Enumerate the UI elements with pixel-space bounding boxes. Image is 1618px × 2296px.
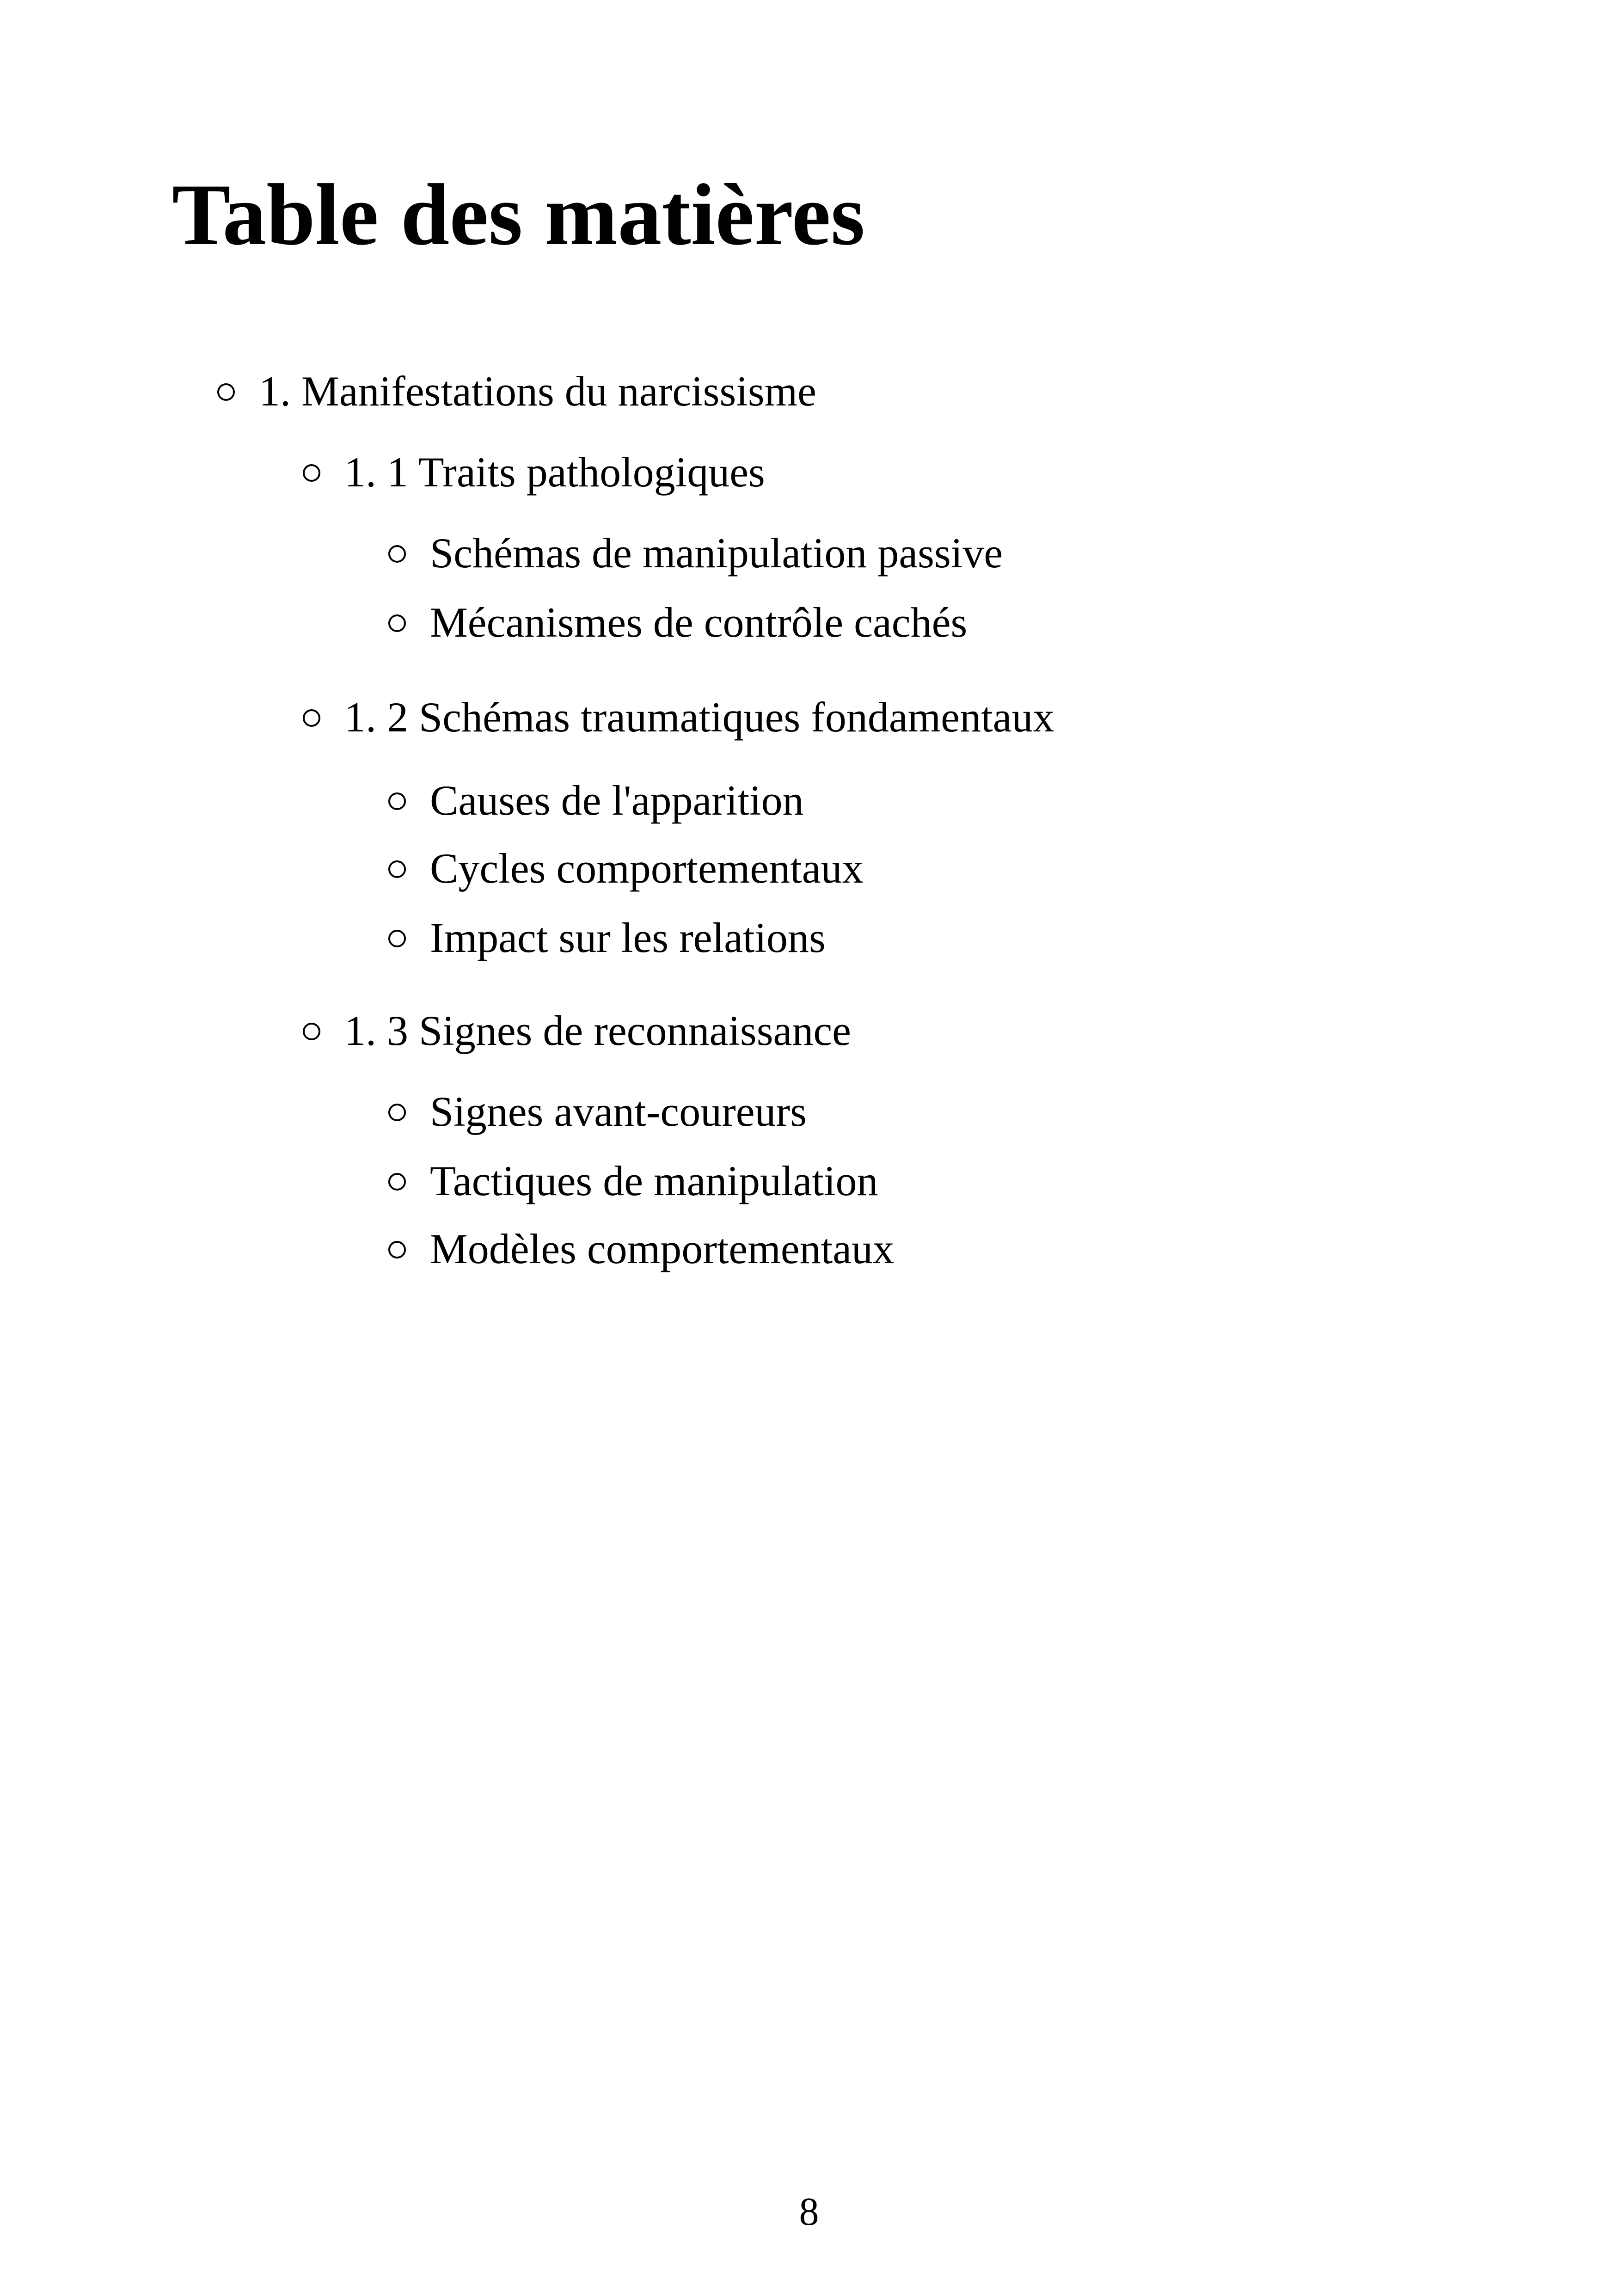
- page-title: Table des matières: [172, 166, 865, 264]
- toc-entry-label: 1. 3 Signes de reconnaissance: [344, 1007, 852, 1054]
- toc-entry-section-1-1[interactable]: [303, 448, 765, 496]
- toc-entry-item[interactable]: [388, 916, 826, 959]
- circle-bullet-icon: [388, 792, 406, 810]
- toc-entry-item[interactable]: [388, 601, 967, 644]
- circle-bullet-icon: [303, 464, 320, 482]
- circle-bullet-icon: [388, 860, 406, 878]
- circle-bullet-icon: [388, 1104, 406, 1121]
- toc-entry-label: Causes de l'apparition: [430, 777, 804, 824]
- page-number: 8: [799, 2189, 819, 2234]
- circle-bullet-icon: [388, 614, 406, 632]
- circle-bullet-icon: [217, 383, 235, 401]
- toc-entry-item[interactable]: [388, 779, 804, 822]
- toc-entry-label: Cycles comportementaux: [430, 845, 864, 892]
- toc-entry-label: Schémas de manipulation passive: [430, 529, 1003, 577]
- circle-bullet-icon: [303, 1023, 320, 1040]
- circle-bullet-icon: [303, 709, 320, 727]
- toc-entry-section-1[interactable]: [217, 368, 817, 415]
- toc-entry-label: Impact sur les relations: [430, 914, 826, 961]
- circle-bullet-icon: [388, 545, 406, 563]
- circle-bullet-icon: [388, 1173, 406, 1191]
- toc-entry-label: 1. 2 Schémas traumatiques fondamentaux: [344, 694, 1054, 741]
- toc-entry-item[interactable]: [388, 1225, 895, 1272]
- toc-entry-section-1-3[interactable]: [303, 1009, 851, 1052]
- toc-entry-label: Signes avant-coureurs: [430, 1088, 807, 1135]
- toc-entry-label: Tactiques de manipulation: [430, 1157, 878, 1204]
- toc-entry-item[interactable]: [388, 1157, 878, 1204]
- toc-entry-item[interactable]: [388, 529, 1003, 577]
- toc-entry-label: Modèles comportementaux: [430, 1225, 895, 1272]
- circle-bullet-icon: [388, 930, 406, 947]
- toc-entry-label: 1. 1 Traits pathologiques: [344, 448, 765, 496]
- toc-entry-item[interactable]: [388, 1090, 807, 1133]
- toc-entry-item[interactable]: [388, 847, 864, 890]
- toc-entry-label: Mécanismes de contrôle cachés: [430, 599, 968, 646]
- toc-entry-section-1-2[interactable]: [303, 694, 1054, 741]
- toc-entry-label: 1. Manifestations du narcissisme: [259, 368, 817, 415]
- circle-bullet-icon: [388, 1241, 406, 1259]
